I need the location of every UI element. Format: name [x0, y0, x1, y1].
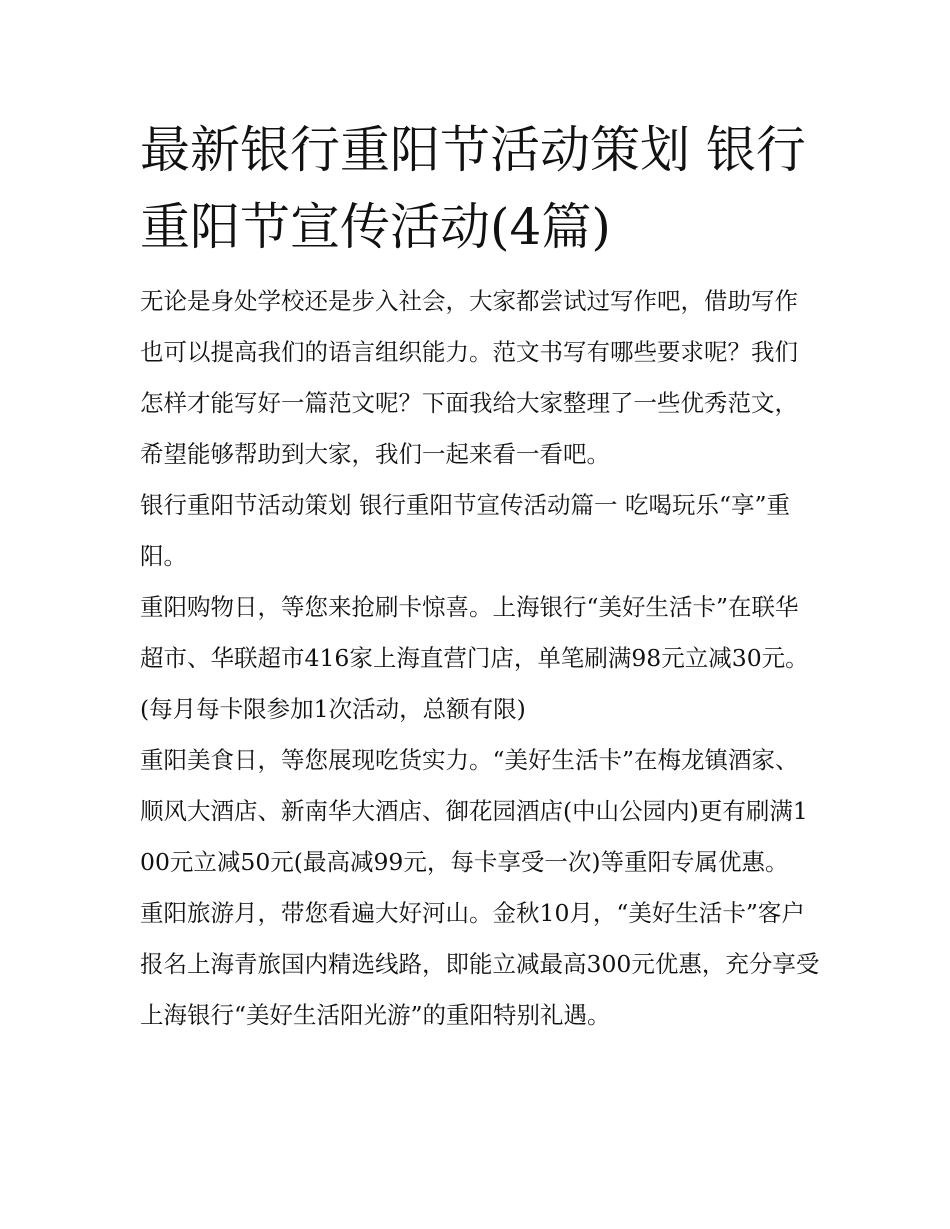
intro-paragraph: 无论是身处学校还是步入社会，大家都尝试过写作吧，借助写作也可以提高我们的语言组织能力。范文书写有哪些要求呢？我们怎样才能写好一篇范文呢？下面我给大家整理了一些优秀范文，希望能够帮助到大家，我们一起来看一看吧。 — [140, 287, 798, 468]
travel-paragraph: 重阳旅游月，带您看遍大好河山。金秋10月，“美好生活卡”客户报名上海青旅国内精选线路，即能立减最高300元优惠，充分享受上海银行“美好生活阳光游”的重阳特别礼遇。 — [140, 899, 820, 1029]
section-heading: 银行重阳节活动策划 银行重阳节宣传活动篇一 吃喝玩乐“享”重阳。 — [140, 491, 790, 570]
food-paragraph: 重阳美食日，等您展现吃货实力。“美好生活卡”在梅龙镇酒家、顺风大酒店、新南华大酒店、御花园酒店(中山公园内)更有刷满100元立减50元(最高减99元，每卡享受一次)等重阳专属优惠。 — [140, 746, 808, 876]
document-body — [140, 276, 820, 1041]
document-title: 最新银行重阳节活动策划 银行重阳节宣传活动(4篇) — [140, 121, 806, 256]
shopping-paragraph: 重阳购物日，等您来抢刷卡惊喜。上海银行“美好生活卡”在联华超市、华联超市416家上海直营门店，单笔刷满98元立减30元。(每月每卡限参加1次活动，总额有限) — [140, 593, 809, 723]
